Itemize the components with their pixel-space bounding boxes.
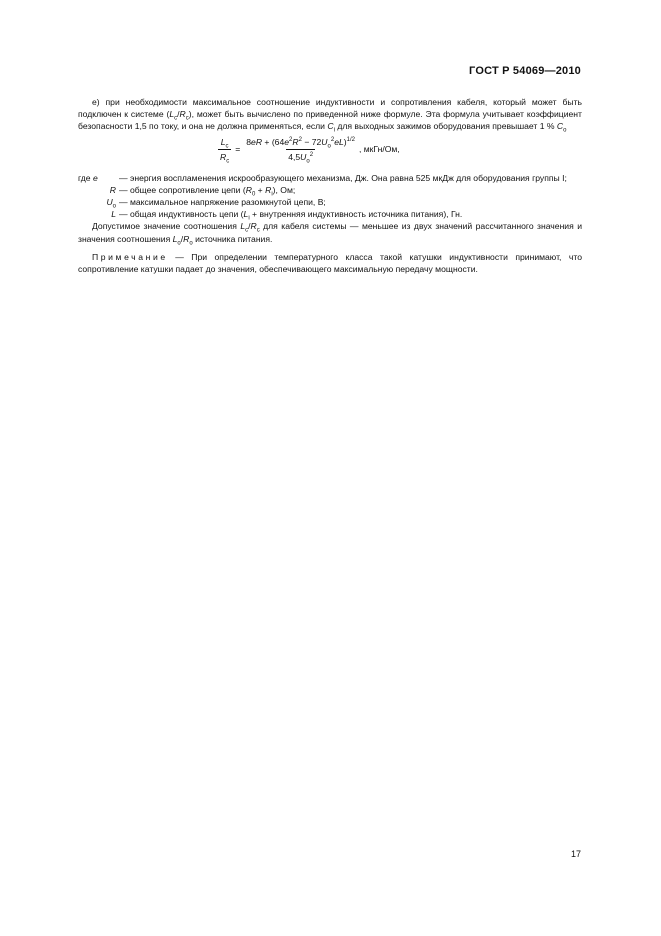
lhs-r-sub: c xyxy=(226,158,230,165)
perm-lo: L xyxy=(172,233,178,244)
r0-sub: 0 xyxy=(251,191,256,198)
num-plus-64: + (64 xyxy=(262,136,285,147)
perm-lc: L xyxy=(240,221,246,232)
r-plus: + xyxy=(255,184,266,195)
paragraph-permissible xyxy=(78,220,582,247)
para-e-text-3: для выходных зажимов оборудования превышает 1 % xyxy=(334,121,557,132)
den-4-5: 4,5 xyxy=(288,151,301,162)
perm-ro: R xyxy=(183,233,190,244)
li-symbol: L xyxy=(243,209,249,220)
den-u-sup: 2 xyxy=(309,151,314,158)
definition-e-symbol xyxy=(78,172,119,184)
definition-r-text xyxy=(119,184,582,196)
num-half-sup: 1/2 xyxy=(346,136,355,143)
definition-e xyxy=(78,172,582,184)
den-u: U xyxy=(300,151,307,162)
num-u-sup: 2 xyxy=(330,136,335,143)
note-text: — При определении температурного класса такой катушки индуктивности принимают, что сопротивление катушки падает до значения, обеспечивающего максимальную передачу мощности. xyxy=(78,251,582,275)
perm-lc-sub: c xyxy=(245,228,249,235)
num-e2: e xyxy=(284,136,290,147)
lhs-l: L xyxy=(220,136,226,147)
formula-rhs-numerator xyxy=(244,136,357,149)
r-text-1: — общее сопротивление цепи ( xyxy=(119,184,246,195)
formula-lhs-denominator xyxy=(218,149,231,163)
definition-uo-text: — максимальное напряжение разомкнутой цепи, В; xyxy=(119,197,326,208)
permissible-text-1: Допустимое значение соотношения xyxy=(92,221,241,232)
symbol-ci-sub: i xyxy=(333,128,335,135)
definition-e-text: — энергия воспламенения искрообразующего механизма, Дж. Она равна 525 мкДж для оборудования группы I; xyxy=(119,172,567,183)
perm-slash: / xyxy=(248,221,251,232)
formula-rhs xyxy=(244,136,357,163)
ri-symbol: R xyxy=(265,184,272,195)
permissible-text-3: источника питания. xyxy=(192,233,273,244)
note-paragraph xyxy=(78,251,582,275)
num-e3: e xyxy=(334,136,339,147)
definition-uo-symbol xyxy=(78,196,119,208)
num-e: e xyxy=(251,136,256,147)
ri-sub: i xyxy=(271,191,273,198)
num-e2-sup: 2 xyxy=(289,136,293,143)
li-sub: i xyxy=(248,215,250,222)
definition-l-symbol xyxy=(78,208,119,220)
num-r2: R xyxy=(292,136,299,147)
lhs-l-sub: c xyxy=(225,143,229,150)
definitions-list xyxy=(78,172,582,221)
perm-ro-sub: o xyxy=(189,240,193,247)
symbol-co: C xyxy=(556,121,564,132)
formula xyxy=(218,136,400,163)
r-symbol: R xyxy=(109,184,116,195)
num-u-sub: o xyxy=(327,143,331,150)
l-text-1: — общая индуктивность цепи ( xyxy=(119,209,244,220)
num-minus-72: − 72 xyxy=(301,136,322,147)
symbol-lc-sub: c xyxy=(174,115,178,122)
den-u-sub: o xyxy=(306,158,310,165)
uo-sub: o xyxy=(112,203,116,210)
definition-uo xyxy=(78,196,582,208)
body-text xyxy=(78,96,582,275)
lhs-r: R xyxy=(220,151,227,162)
standard-header: ГОСТ Р 54069—2010 xyxy=(469,65,581,77)
num-u: U xyxy=(321,136,328,147)
paragraph-e xyxy=(78,96,582,133)
formula-lhs-numerator xyxy=(219,136,231,149)
formula-rhs-denominator xyxy=(286,149,315,163)
formula-equals: = xyxy=(235,144,241,155)
definition-l xyxy=(78,208,582,220)
perm-lo-sub: o xyxy=(177,240,181,247)
num-r: R xyxy=(255,136,263,147)
formula-block xyxy=(78,136,582,170)
where-word: где xyxy=(78,172,91,183)
perm-rc-sub: c xyxy=(256,228,260,235)
num-8: 8 xyxy=(246,136,252,147)
perm-slash-2: / xyxy=(180,233,184,244)
num-l: L xyxy=(338,136,344,147)
l-text-2: + внутренняя индуктивность источника питания), Гн. xyxy=(249,209,463,220)
slash: / xyxy=(177,109,180,120)
num-close-paren: ) xyxy=(343,136,347,147)
r0-symbol: R xyxy=(245,184,252,195)
page-number: 17 xyxy=(570,849,581,859)
note-label: Примечание xyxy=(92,251,168,262)
definition-r-symbol xyxy=(78,184,119,196)
para-e-text-1: e) при необходимости максимальное соотношение индуктивности и сопротивления кабеля, который может быть подключен к системе ( xyxy=(78,97,582,120)
uo-symbol: U xyxy=(106,197,113,208)
formula-lhs xyxy=(218,136,231,163)
permissible-text-2: для кабеля системы — меньшее из двух значений рассчитанного значения и значения соотношения xyxy=(78,221,582,244)
definition-r xyxy=(78,184,582,196)
symbol-lc: L xyxy=(169,109,175,120)
symbol-co-sub: o xyxy=(563,128,567,135)
l-symbol: L xyxy=(111,209,116,220)
num-r2-sup: 2 xyxy=(298,136,302,143)
symbol-rc-sub: c xyxy=(185,115,189,122)
symbol-ci: C xyxy=(327,121,334,132)
r-text-2: ), Ом; xyxy=(272,184,296,195)
e-symbol: e xyxy=(92,172,98,183)
symbol-rc: R xyxy=(179,109,186,120)
definition-l-text xyxy=(119,208,582,220)
para-e-text-2: ), может быть вычислено по приведенной ниже формуле. Эта формула учитывает коэффициент безопасности 1,5 по току, и она не должна применяться, если xyxy=(78,109,582,132)
formula-units: , мкГн/Ом, xyxy=(358,144,400,155)
perm-rc: R xyxy=(250,221,257,232)
